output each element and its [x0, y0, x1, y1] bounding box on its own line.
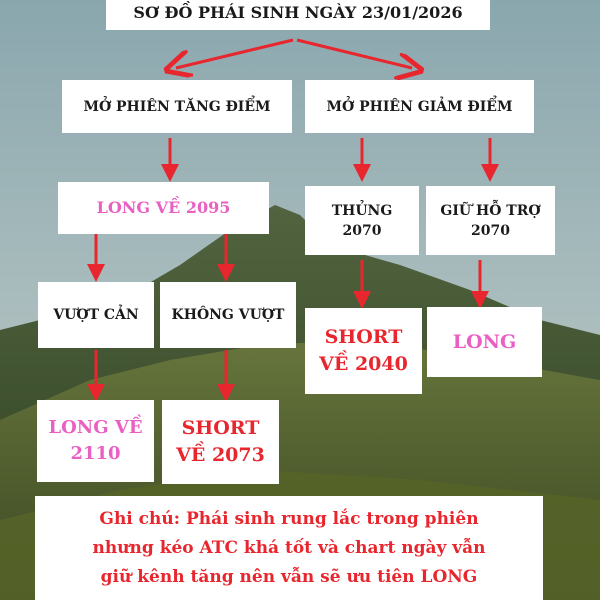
down-hold-box: [426, 186, 555, 255]
branch-up-label: MỞ PHIÊN TĂNG ĐIỂM: [83, 98, 271, 115]
branch-down-label: MỞ PHIÊN GIẢM ĐIỂM: [326, 98, 513, 115]
up-break-result-box: [37, 400, 154, 482]
diagram-title: [106, 0, 490, 30]
up-break-result-line1: LONG VỀ: [48, 417, 143, 438]
down-hold-result-label: LONG: [452, 331, 517, 353]
down-breach-label-line2: 2070: [342, 222, 382, 239]
down-breach-result-box: [305, 308, 422, 394]
branch-up-box: [62, 80, 292, 133]
up-nobreak-box: [160, 282, 296, 348]
down-hold-result-box: [427, 307, 542, 377]
up-break-result-line2: 2110: [70, 443, 121, 464]
branch-down-box: [305, 80, 534, 133]
note-line-1: Ghi chú: Phái sinh rung lắc trong phiên: [99, 508, 479, 529]
up-target-label: LONG VỀ 2095: [96, 198, 231, 217]
down-hold-label-line1: GIỮ HỖ TRỢ: [440, 202, 541, 219]
up-nobreak-label: KHÔNG VƯỢT: [171, 307, 285, 323]
up-break-box: [38, 282, 154, 348]
down-breach-box: [305, 186, 419, 255]
down-breach-result-line2: VỀ 2040: [319, 353, 408, 375]
note-line-2: nhưng kéo ATC khá tốt và chart ngày vẫn: [92, 537, 486, 558]
up-break-label: VƯỢT CẢN: [53, 307, 139, 323]
note-box: [35, 496, 543, 600]
down-breach-result-line1: SHORT: [324, 326, 403, 348]
diagram-title-text: SƠ ĐỒ PHÁI SINH NGÀY 23/01/2026: [133, 2, 463, 22]
up-nobreak-result-line1: SHORT: [181, 417, 260, 439]
note-line-3: giữ kênh tăng nên vẫn sẽ ưu tiên LONG: [100, 566, 478, 587]
down-breach-label-line1: THỦNG: [331, 202, 393, 219]
down-hold-label-line2: 2070: [471, 222, 510, 239]
up-target-box: [58, 182, 269, 234]
up-nobreak-result-box: [162, 400, 279, 484]
up-nobreak-result-line2: VỀ 2073: [176, 444, 265, 466]
